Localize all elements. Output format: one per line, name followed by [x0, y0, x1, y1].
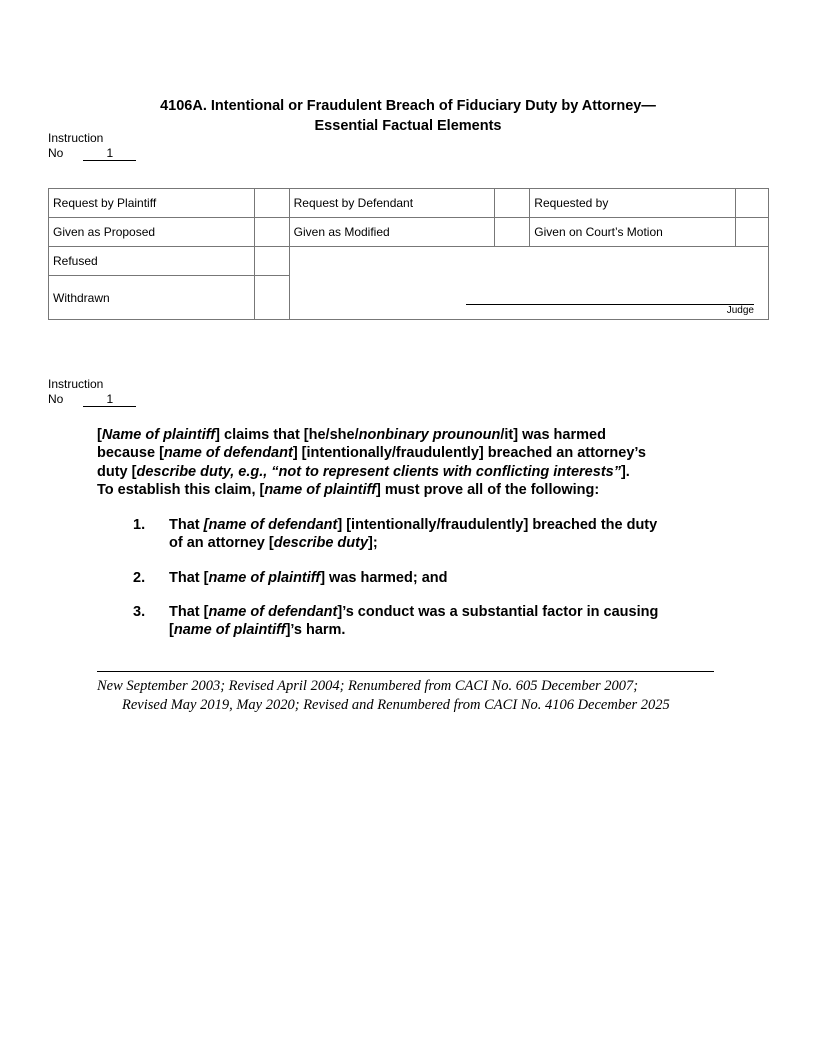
- list-item-number: 3.: [133, 604, 146, 620]
- instruction-number: 1: [83, 147, 136, 161]
- body-line-2: because [name of defendant] [intentionally/fraudulently] breached an attorney’s: [97, 445, 646, 462]
- title-line-2: Essential Factual Elements: [314, 118, 502, 134]
- given-as-modified-label: Given as Modified: [289, 218, 495, 247]
- judge-label: Judge: [726, 305, 754, 316]
- title-line-1: 4106A. Intentional or Fraudulent Breach of Fiduciary Duty by Attorney—: [160, 98, 656, 114]
- instruction-number-field-2: [48, 392, 136, 407]
- page-title: [0, 96, 816, 136]
- history-line-2: Revised May 2019, May 2020; Revised and Renumbered from CACI No. 4106 December 2025: [122, 697, 670, 713]
- instruction-no-label: No: [48, 146, 64, 160]
- refused-label: Refused: [49, 247, 255, 276]
- history-line-1: New September 2003; Revised April 2004; Renumbered from CACI No. 605 December 2007;: [97, 678, 639, 694]
- instruction-no-label-2: No: [48, 392, 64, 406]
- request-by-defendant-checkbox[interactable]: [495, 189, 530, 218]
- request-by-plaintiff-checkbox[interactable]: [254, 189, 289, 218]
- instruction-number-2: 1: [83, 393, 136, 407]
- list-item-text: That [name of defendant] [intentionally/fraudulently] breached the duty of an attorney [describe duty];: [169, 517, 658, 552]
- given-on-courts-motion-label: Given on Court’s Motion: [530, 218, 736, 247]
- given-as-proposed-checkbox[interactable]: [254, 218, 289, 247]
- refused-checkbox[interactable]: [254, 247, 289, 276]
- instruction-number-field: [48, 146, 136, 161]
- request-table: [48, 188, 769, 320]
- instruction-label-2: Instruction: [48, 377, 104, 391]
- withdrawn-checkbox[interactable]: [254, 276, 289, 320]
- body-line-1: [Name of plaintiff] claims that [he/she/nonbinary prounoun/it] was harmed: [97, 427, 606, 443]
- request-by-defendant-label: Request by Defendant: [289, 189, 495, 218]
- divider: [97, 671, 714, 672]
- list-item: [133, 603, 733, 643]
- list-item-number: 2.: [133, 570, 146, 586]
- given-on-courts-motion-checkbox[interactable]: [736, 218, 769, 247]
- instruction-body: [97, 426, 737, 500]
- body-line-4: To establish this claim, [name of plaintiff] must prove all of the following:: [97, 482, 600, 499]
- list-item: [133, 569, 733, 589]
- list-item-number: 1.: [133, 517, 146, 533]
- list-item-text: That [name of defendant]’s conduct was a substantial factor in causing [name of plaintiff]’s harm.: [169, 604, 659, 639]
- requested-by-label: Requested by: [530, 189, 736, 218]
- given-as-proposed-label: Given as Proposed: [49, 218, 255, 247]
- request-by-plaintiff-label: Request by Plaintiff: [49, 189, 255, 218]
- body-line-3: duty [describe duty, e.g., “not to represent clients with conflicting interests”].: [97, 463, 630, 480]
- judge-signature-area: [289, 247, 768, 320]
- requested-by-checkbox[interactable]: [736, 189, 769, 218]
- list-item-text: That [name of plaintiff] was harmed; and: [169, 570, 448, 586]
- given-as-modified-checkbox[interactable]: [495, 218, 530, 247]
- withdrawn-label: Withdrawn: [49, 276, 255, 320]
- list-item: [133, 516, 733, 556]
- instruction-label: Instruction: [48, 131, 104, 145]
